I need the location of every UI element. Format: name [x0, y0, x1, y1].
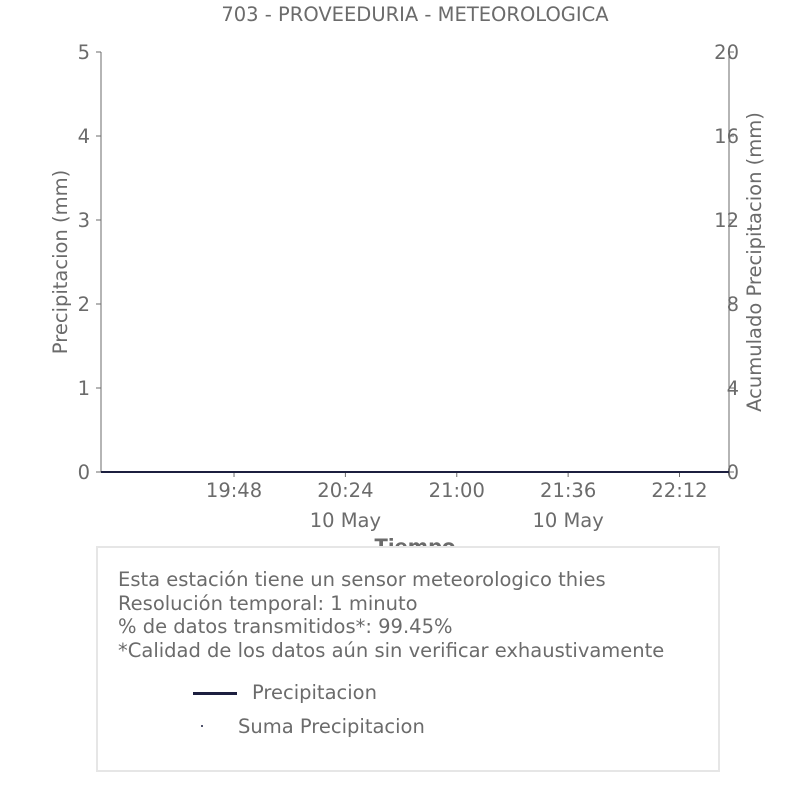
info-box — [96, 546, 720, 772]
info-text — [118, 568, 664, 662]
y2-tick-label: 20 — [714, 41, 739, 64]
info-line-resolution: Resolución temporal: 1 minuto — [118, 591, 418, 615]
legend-label-suma-precipitacion: Suma Precipitacion — [238, 715, 425, 738]
legend-dot-marker — [201, 725, 203, 727]
legend-label-precipitacion: Precipitacion — [252, 681, 377, 704]
legend-line-marker — [193, 692, 237, 695]
x-tick-label: 20:24 — [317, 479, 374, 502]
x-tick-date-label: 10 May — [532, 509, 604, 532]
y2-tick-label: 8 — [726, 293, 739, 316]
y-tick-label: 0 — [77, 461, 90, 484]
x-tick-date-label: 10 May — [309, 509, 382, 532]
y-axis-label: Precipitacion (mm) — [49, 169, 72, 355]
chart-title: 703 - PROVEEDURIA - METEOROLOGICA — [221, 3, 609, 26]
x-tick-label: 19:48 — [205, 479, 263, 502]
y2-tick-label: 12 — [714, 209, 739, 232]
y-tick-label: 5 — [77, 41, 90, 64]
info-line-transmitted: % de datos transmitidos*: 99.45% — [118, 615, 453, 638]
y-tick-label: 3 — [77, 209, 90, 232]
y-tick-label: 4 — [77, 125, 90, 148]
y2-axis-label: Acumulado Precipitacion (mm) — [743, 112, 766, 412]
y-tick-label: 1 — [77, 377, 90, 400]
y-tick-label: 2 — [77, 293, 90, 316]
x-tick-label: 22:12 — [651, 479, 708, 502]
x-tick-label: 21:00 — [428, 479, 485, 502]
y2-tick-label: 0 — [726, 461, 739, 484]
x-tick-label: 21:36 — [540, 479, 597, 502]
info-line-quality-note: *Calidad de los datos aún sin verificar exhaustivamente — [118, 638, 665, 662]
y2-tick-label: 4 — [726, 377, 739, 400]
y2-tick-label: 16 — [714, 125, 739, 148]
info-line-sensor: Esta estación tiene un sensor meteorologico thies — [118, 568, 606, 591]
